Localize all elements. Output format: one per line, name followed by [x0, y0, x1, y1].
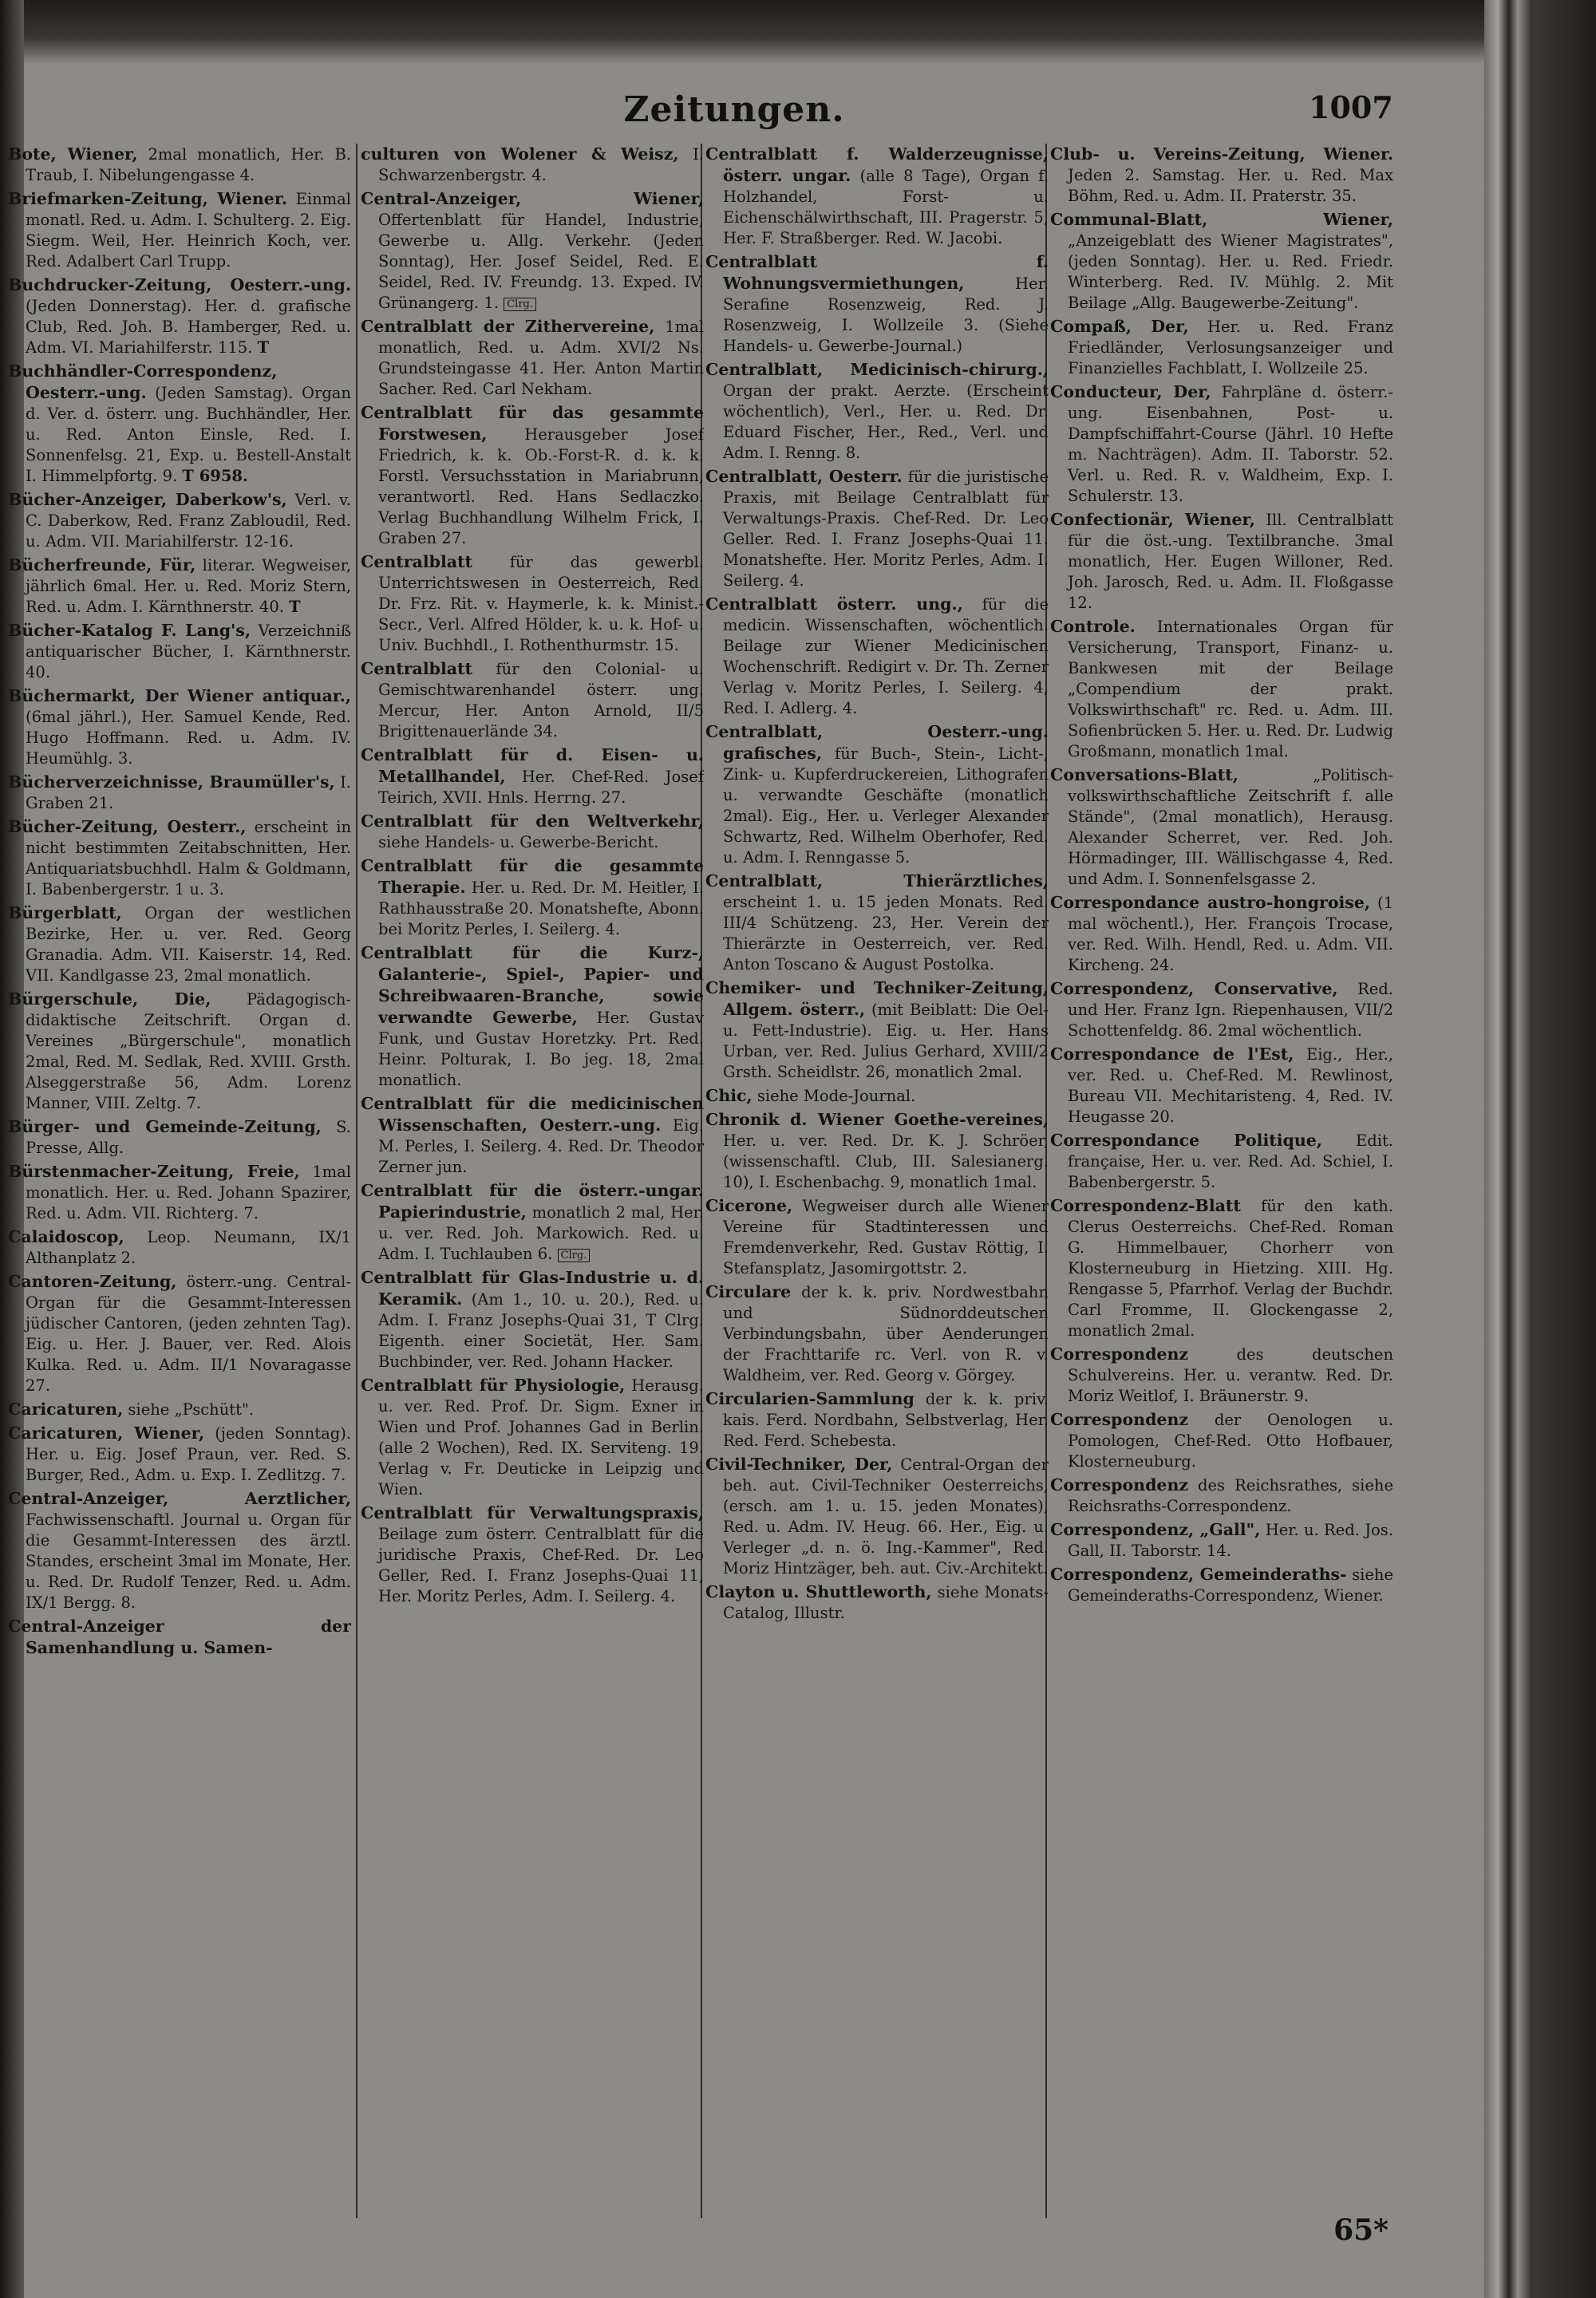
telephone-mark: T 6958. [182, 467, 248, 485]
directory-entry [8, 1423, 351, 1486]
entry-headword: Buchdrucker-Zeitung, Oesterr.-ung. [8, 275, 351, 294]
entry-headword: Centralblatt für d. Eisen- u. Metallhandel, [361, 745, 704, 786]
entry-text: für die juristische Praxis, mit Beilage Centralblatt für Verwaltungs-Praxis. Chef-Red. Dr. Leo Geller. Red. I. Franz Josephs-Quai 11. Monatshefte. Her. Moritz Perles, Adm. I. Seilerg. 4. [723, 468, 1049, 590]
entry-text: Her. Chef-Red. Josef Teirich, XVII. Hnls. Herrng. 27. [378, 768, 704, 807]
entry-text: der k. k. priv. Nordwestbahn und Südnorddeutschen Verbindungsbahn, über Aenderungen der Frachttarife rc. Verl. von R. v. Waldheim, ver. Red. Georg v. Görgey. [723, 1283, 1049, 1384]
entry-headword: Centralblatt, Thierärztliches, [705, 871, 1049, 890]
directory-entry [8, 620, 351, 683]
entry-headword: Centralblatt für die medicinischen Wissenschaften, Oesterr.-ung. [361, 1094, 704, 1135]
directory-entry [8, 816, 351, 900]
directory-entry [8, 1488, 351, 1613]
entry-headword: Bürstenmacher-Zeitung, Freie, [8, 1162, 300, 1181]
directory-entry [705, 1454, 1049, 1579]
entry-text: siehe Mode-Journal. [757, 1087, 916, 1105]
telephone-mark: T [257, 338, 270, 357]
entry-text: Organ der westlichen Bezirke, Her. u. ver. Red. Georg Granadia. Adm. VII. Kaiserstr. 14, Red. VII. Kandlgasse 23, 2mal monatlich. [26, 904, 351, 985]
scan-edge-right [1484, 0, 1596, 2298]
entry-headword: Bürger- und Gemeinde-Zeitung, [8, 1117, 322, 1136]
directory-entry [705, 871, 1049, 975]
telephone-mark: T [289, 598, 301, 616]
entry-headword: Chic, [705, 1086, 753, 1105]
entry-text: I. Schwarzenbergstr. 4. [378, 145, 704, 184]
entry-text: für den kath. Clerus Oesterreichs. Chef-Red. Roman G. Himmelbauer, Chorherr von Klosterneuburg in Hietzing. XIII. Hg. Rengasse 5, Pfarrhof. Verlag der Buchdr. Carl Fromme, II. Glockengasse 2, monatlich 2mal. [1068, 1197, 1393, 1340]
directory-entry [361, 1267, 704, 1372]
entry-headword: Circularien-Sammlung [705, 1389, 915, 1408]
directory-entry [361, 1093, 704, 1178]
entry-text: Herausgeber Josef Friedrich, k. k. Ob.-Forst-R. d. k. k. Forstl. Versuchsstation in Mariabrunn, verantwortl. Red. Hans Sedlaczko. Verlag Buchhandlung Wilhelm Frick, I. Graben 27. [378, 425, 704, 547]
directory-entry [705, 144, 1049, 249]
entry-headword: Centralblatt, Medicinisch-chirurg., [705, 360, 1049, 379]
entry-text: Pädagogisch-didaktische Zeitschrift. Organ d. Vereines „Bürgerschule", monatlich 2mal, Red. M. Sedlak, Red. XVIII. Grsth. Alseggerstraße 56, Adm. Lorenz Manner, VIII. Zeltg. 7. [26, 990, 351, 1112]
directory-entry [8, 902, 351, 986]
entry-headword: Correspondenz [1050, 1410, 1189, 1429]
directory-entry [1050, 1519, 1393, 1562]
column-1 [8, 144, 351, 2210]
directory-entry [8, 489, 351, 552]
entry-text: Red. und Her. Franz Ign. Riepenhausen, VII/2 Schottenfeldg. 86. 2mal wöchentlich. [1068, 980, 1393, 1040]
entry-text: des deutschen Schulvereins. Her. u. verantw. Red. Dr. Moriz Weitlof, I. Bräunerstr. 9. [1068, 1345, 1393, 1405]
entry-text: Her. Serafine Rosenzweig, Red. J. Rosenzweig, I. Wollzeile 3. (Siehe Handels- u. Gewerbe-Journal.) [723, 274, 1049, 355]
directory-entry [361, 188, 704, 314]
entry-headword: culturen von Wolener & Weisz, [361, 144, 679, 164]
directory-entry [8, 772, 351, 814]
entry-headword: Confectionär, Wiener, [1050, 510, 1255, 529]
entry-headword: Communal-Blatt, Wiener, [1050, 210, 1393, 229]
entry-text: Internationales Organ für Versicherung, Transport, Finanz- u. Bankwesen mit der Beilage „Compendium der prakt. Volkswirthschaft" rc. Red. u. Adm. III. Sofienbrücken 5. Her. u. Red. Dr. Ludwig Großmann, monatlich 1mal. [1068, 618, 1393, 760]
directory-entry [705, 1085, 1049, 1107]
directory-entry [1050, 1044, 1393, 1127]
directory-entry [361, 811, 704, 853]
directory-entry [705, 466, 1049, 591]
entry-text: für das gewerbl. Unterrichtswesen in Oesterreich, Red. Dr. Frz. Rit. v. Haymerle, k. k. Minist.-Secr., Verl. Alfred Hölder, k. u. k. Hof- u. Univ. Buchhdl., I. Rothenthurmstr. 15. [378, 553, 704, 654]
entry-text: (mit Beiblatt: Die Oel- u. Fett-Industrie). Eig. u. Her. Hans Urban, ver. Red. Julius Gerhard, XVIII/2 Grsth. Scheidlstr. 26, monatlich 2mal. [723, 1001, 1049, 1081]
entry-text: siehe „Pschütt". [128, 1400, 255, 1419]
entry-headword: Correspondenz [1050, 1344, 1189, 1364]
entry-text: (alle 8 Tage), Organ f. Holzhandel, Forst- u. Eichenschälwirthschaft, III. Pragerstr. 5, Her. F. Straßberger. Red. W. Jacobi. [723, 167, 1049, 247]
entry-text: Einmal monatl. Red. u. Adm. I. Schulterg. 2. Eig. Siegm. Weil, Her. Heinrich Koch, ver. Red. Adalbert Carl Trupp. [26, 190, 351, 270]
entry-headword: Bücher-Zeitung, Oesterr., [8, 817, 247, 836]
entry-headword: Centralblatt für Verwaltungspraxis, [361, 1503, 704, 1522]
entry-text: Eig. M. Perles, I. Seilerg. 4. Red. Dr. Theodor Zerner jun. [378, 1116, 704, 1176]
entry-headword: Correspondance Politique, [1050, 1131, 1322, 1150]
page-number: 1007 [1309, 89, 1393, 125]
entry-headword: Circulare [705, 1282, 792, 1301]
entry-text: Fachwissenschaftl. Journal u. Organ für die Gesammt-Interessen des ärztl. Standes, erscheint 3mal im Monate, Her. u. Red. Dr. Rudolf Tenzer, Red. u. Adm. IX/1 Bergg. 8. [26, 1510, 351, 1612]
entry-text: Organ der prakt. Aerzte. (Erscheint wöchentlich), Verl., Her. u. Red. Dr. Eduard Fischer, Her., Red., Verl. und Adm. I. Renng. 8. [723, 381, 1049, 462]
entry-text: (jeden Sonntag). Her. u. Eig. Josef Praun, ver. Red. S. Burger, Red., Adm. u. Exp. I. Zedlitzg. 7. [26, 1424, 351, 1484]
entry-text: Fahrpläne d. österr.-ung. Eisenbahnen, Post- u. Dampfschiffahrt-Course (Jährl. 10 Hefte m. Nachträgen). Adm. II. Taborstr. 52. Verl. u. Red. R. v. Waldheim, Exp. I. Schulerstr. 13. [1068, 383, 1393, 505]
entry-text: österr.-ung. Central-Organ für die Gesammt-Interessen jüdischer Cantoren, (jeden zehnten Tag). Eig. u. Her. J. Bauer, ver. Red. Alois Kulka. Red. u. Adm. II/1 Novaragasse 27. [26, 1273, 351, 1395]
entry-text: monatlich 2 mal, Her. u. ver. Red. Joh. Markowich. Red. u. Adm. I. Tuchlauben 6. [378, 1203, 704, 1263]
entry-headword: Büchermarkt, Der Wiener antiquar., [8, 686, 351, 705]
directory-entry [8, 1399, 351, 1420]
entry-text: S. Presse, Allg. [26, 1118, 351, 1157]
entry-headword: Centralblatt [361, 659, 472, 678]
entry-text: erscheint 1. u. 15 jeden Monats. Red. III/4 Schützeng. 23, Her. Verein der Thierärzte in Oesterreich, ver. Red. Anton Toscano & August Postolka. [723, 893, 1049, 973]
directory-entry [705, 1195, 1049, 1279]
entry-text: Her. u. Red. Jos. Gall, II. Taborstr. 14. [1068, 1521, 1393, 1560]
entry-headword: Centralblatt, Oesterr.-ung. grafisches, [705, 722, 1049, 763]
entry-headword: Civil-Techniker, Der, [705, 1455, 893, 1474]
directory-entry [1050, 381, 1393, 507]
directory-entry [1050, 144, 1393, 207]
entry-text: Her. u. ver. Red. Dr. K. J. Schröer, (wissenschaftl. Club, III. Salesianerg. 10), I. Eschenbachg. 9, monatlich 1mal. [723, 1131, 1049, 1191]
entry-headword: Bürgerschule, Die, [8, 989, 211, 1009]
entry-headword: Bücherfreunde, Für, [8, 555, 196, 574]
clearing-stamp: Clrg. [558, 1249, 591, 1262]
entry-headword: Bürgerblatt, [8, 903, 122, 922]
entry-text: 1mal monatlich, Red. u. Adm. XVI/2 Ns. Grundsteingasse 41. Her. Anton Martin Sacher. Red. Carl Nekham. [378, 318, 704, 398]
entry-headword: Briefmarken-Zeitung, Wiener. [8, 189, 287, 208]
entry-text: für den Colonial- u. Gemischtwarenhandel österr. ung. Mercur, Her. Anton Arnold, II/5 Brigittenauerlände 34. [378, 660, 704, 740]
directory-entry [361, 144, 704, 186]
column-3 [705, 144, 1049, 2210]
entry-headword: Centralblatt der Zithervereine, [361, 317, 655, 336]
entry-text: siehe Handels- u. Gewerbe-Bericht. [378, 833, 659, 851]
directory-entry [361, 402, 704, 549]
entry-headword: Central-Anzeiger, Aerztlicher, [8, 1489, 351, 1508]
entry-headword: Conversations-Blatt, [1050, 765, 1238, 784]
entry-text: Herausg. u. ver. Red. Prof. Dr. Sigm. Exner in Wien und Prof. Johannes Gad in Berlin. (alle 2 Wochen), Red. IX. Serviteng. 19. Verlag v. Fr. Deuticke in Leipzig und Wien. [378, 1376, 704, 1498]
entry-text: „Politisch-volkswirthschaftliche Zeitschrift f. alle Stände", (2mal monatlich), Herausg. Alexander Scherret, ver. Red. Joh. Hörmadinger, III. Wällischgasse 4, Red. und Adm. I. Sonnenfelsgasse 2. [1068, 766, 1393, 888]
directory-entry [1050, 1344, 1393, 1407]
directory-entry [8, 1616, 351, 1659]
directory-entry [8, 361, 351, 487]
directory-entry [8, 685, 351, 769]
entry-headword: Clayton u. Shuttleworth, [705, 1582, 932, 1601]
directory-entry [705, 977, 1049, 1083]
entry-text: Verzeichniß antiquarischer Bücher, I. Kärnthnerstr. 40. [26, 622, 351, 681]
entry-headword: Chemiker- und Techniker-Zeitung, Allgem. österr., [705, 978, 1049, 1019]
directory-entry [1050, 764, 1393, 890]
entry-headword: Centralblatt f. Wohnungsvermiethungen, [705, 252, 1049, 293]
entry-headword: Centralblatt [361, 552, 472, 571]
entry-text: I. Graben 21. [26, 773, 351, 812]
directory-entry [361, 658, 704, 742]
entry-text: Her. u. Red. Franz Friedländer, Verlosungsanzeiger und Finanzielles Fachblatt, I. Wollzeile 25. [1068, 318, 1393, 377]
entry-headword: Caricaturen, Wiener, [8, 1423, 205, 1443]
entry-text: literar. Wegweiser, jährlich 6mal. Her. u. Red. Moriz Stern, Red. u. Adm. I. Kärnthnerstr. 40. [26, 556, 351, 616]
directory-entry [1050, 1195, 1393, 1341]
entry-text: für die medicin. Wissenschaften, wöchentlich. Beilage zur Wiener Medicinischen Wochenschrift. Redigirt v. Dr. Th. Zerner Verlag v. Moritz Perles, I. Seilerg. 4, Red. I. Adlerg. 4. [723, 595, 1049, 717]
entry-headword: Centralblatt für das gesammte Forstwesen, [361, 403, 704, 444]
column-4 [1050, 144, 1393, 2210]
directory-entry [361, 316, 704, 400]
entry-headword: Centralblatt für Glas-Industrie u. d. Keramik. [361, 1268, 704, 1309]
directory-entry [8, 555, 351, 618]
entry-headword: Correspondenz-Blatt [1050, 1196, 1241, 1215]
entry-headword: Bücher-Katalog F. Lang's, [8, 621, 251, 640]
directory-entry [8, 274, 351, 358]
entry-text: Leop. Neumann, IX/1 Althanplatz 2. [26, 1228, 351, 1267]
directory-entry [8, 1226, 351, 1269]
directory-entry [8, 1271, 351, 1396]
entry-headword: Centralblatt f. Walderzeugnisse, österr. ungar. [705, 144, 1049, 185]
directory-entry [361, 744, 704, 808]
entry-headword: Correspondenz [1050, 1475, 1189, 1494]
directory-entry [1050, 616, 1393, 762]
entry-headword: Centralblatt für den Weltverkehr, [361, 811, 704, 831]
entry-headword: Bücherverzeichnisse, Braumüller's, [8, 772, 335, 792]
entry-text: siehe Gemeinderaths-Correspondenz, Wiener. [1068, 1566, 1393, 1605]
entry-headword: Central-Anzeiger, Wiener, [361, 189, 704, 208]
entry-text: Her. Gustav Funk, und Gustav Horetzky. Prt. Red. Heinr. Polturak, I. Bo jeg. 18, 2mal monatlich. [378, 1009, 704, 1089]
entry-text: Offertenblatt für Handel, Industrie, Gewerbe u. Allg. Verkehr. (Jeden Sonntag), Her. Josef Seidel, Red. E. Seidel, Red. IV. Freundg. 13. Exped. IV. Grünangerg. 1. [378, 211, 704, 312]
entry-text: (Jeden Samstag). Organ d. Ver. d. österr. ung. Buchhändler, Her. u. Red. Anton Einsle, Red. I. Sonnenfelsg. 21, Exp. u. Bestell-Anstalt I. Himmelpfortg. 9. [26, 384, 351, 485]
entry-headword: Bücher-Anzeiger, Daberkow's, [8, 490, 287, 509]
entry-text: der Oenologen u. Pomologen, Chef-Red. Otto Hofbauer, Klosterneuburg. [1068, 1411, 1393, 1471]
entry-headword: Chronik d. Wiener Goethe-vereines, [705, 1110, 1049, 1129]
directory-entry [361, 551, 704, 656]
entry-text: „Anzeigeblatt des Wiener Magistrates", (jeden Sonntag). Her. u. Red. Friedr. Winterberg. Red. IV. Mühlg. 2. Mit Beilage „Allg. Baugewerbe-Zeitung". [1068, 231, 1393, 312]
directory-entry [1050, 209, 1393, 314]
entry-text: der k. k. priv. kais. Ferd. Nordbahn, Selbstverlag, Her. Red. Ferd. Schebesta. [723, 1390, 1049, 1450]
entry-text: (Jeden Donnerstag). Her. d. grafische Club, Red. Joh. B. Hamberger, Red. u. Adm. VI. Mariahilferstr. 115. [26, 297, 351, 357]
entry-headword: Cicerone, [705, 1196, 793, 1215]
entry-headword: Buchhändler-Correspondenz, Oesterr.-ung. [8, 361, 278, 402]
entry-text: Jeden 2. Samstag. Her. u. Red. Max Böhm, Red. u. Adm. II. Praterstr. 35. [1068, 166, 1393, 205]
entry-text: (6mal jährl.), Her. Samuel Kende, Red. Hugo Hoffmann. Red. u. Adm. IV. Heumühlg. 3. [26, 708, 351, 768]
directory-entry [1050, 316, 1393, 379]
directory-entry [1050, 509, 1393, 614]
entry-headword: Centralblatt für die österr.-ungar. Papierindustrie, [361, 1181, 704, 1222]
directory-entry [8, 188, 351, 272]
entry-headword: Cantoren-Zeitung, [8, 1272, 177, 1291]
directory-entry [1050, 1409, 1393, 1472]
page-title: Zeitungen. [623, 89, 845, 130]
column-2 [361, 144, 704, 2210]
directory-entry [8, 989, 351, 1114]
directory-entry [8, 144, 351, 186]
directory-entry [705, 1109, 1049, 1193]
scan-edge-top [0, 0, 1596, 64]
entry-text: (Am 1., 10. u. 20.), Red. u. Adm. I. Franz Josephs-Quai 31, T Clrg. Eigenth. einer Societät, Her. Sam. Buchbinder, ver. Red. Johann Hacker. [378, 1290, 704, 1371]
directory-entry [361, 1180, 704, 1265]
entry-headword: Central-Anzeiger der Samenhandlung u. Samen- [8, 1617, 351, 1657]
entry-text: erscheint in nicht bestimmten Zeitabschnitten, Her. Antiquariatsbuchhdl. Halm & Goldmann, I. Babenbergerstr. 1 u. 3. [26, 818, 351, 898]
entry-headword: Centralblatt für die Kurz-, Galanterie-, Spiel-, Papier- und Schreibwaaren-Branche, sowie verwandte Gewerbe, [361, 943, 704, 1027]
entry-text: Edit. française, Her. u. ver. Red. Ad. Schiel, I. Babenbergerstr. 5. [1068, 1131, 1393, 1191]
clearing-stamp: Clrg. [504, 298, 536, 311]
directory-entry [1050, 892, 1393, 976]
entry-headword: Correspondenz, Conservative, [1050, 979, 1338, 998]
entry-text: des Reichsrathes, siehe Reichsraths-Correspondenz. [1068, 1476, 1393, 1515]
entry-headword: Club- u. Vereins-Zeitung, Wiener. [1050, 144, 1393, 164]
directory-entry [705, 721, 1049, 868]
entry-text: Beilage zum österr. Centralblatt für die juridische Praxis, Chef-Red. Dr. Leo Geller, Red. I. Franz Josephs-Quai 11, Her. Moritz Perles, Adm. I. Seilerg. 4. [378, 1525, 704, 1605]
directory-entry [1050, 1130, 1393, 1193]
entry-text: Ill. Centralblatt für die öst.-ung. Textilbranche. 3mal monatlich, Her. Eugen Willoner, Red. Joh. Jarosch, Red. u. Adm. II. Floßgasse 12. [1068, 511, 1393, 612]
directory-entry [361, 1502, 704, 1607]
entry-headword: Bote, Wiener, [8, 144, 138, 164]
entry-headword: Correspondenz, „Gall", [1050, 1520, 1261, 1539]
entry-text: 1mal monatlich. Her. u. Red. Johann Spazirer, Red. u. Adm. VII. Richterg. 7. [26, 1163, 351, 1222]
entry-headword: Compaß, Der, [1050, 317, 1189, 336]
entry-text: Her. u. Red. Dr. M. Heitler, I. Rathhausstraße 20. Monatshefte, Abonn. bei Moritz Perles, I. Seilerg. 4. [378, 879, 704, 938]
entry-text: für Buch-, Stein-, Licht-, Zink- u. Kupferdruckereien, Lithografen u. verwandte Geschäfte (monatlich 2mal). Eig., Her. u. Verleger Alexander Schwartz, Red. Wilhelm Oberhofer, Red. u. Adm. I. Renngasse 5. [723, 744, 1049, 867]
directory-entry [8, 1161, 351, 1224]
entry-text: Wegweiser durch alle Wiener Vereine für Stadtinteressen und Fremdenverkehr, Red. Gustav Röttig, I. Stefansplatz, Jasomirgottstr. 2. [723, 1197, 1049, 1277]
directory-entry [361, 942, 704, 1091]
entry-headword: Correspondance de l'Est, [1050, 1044, 1294, 1064]
directory-entry [705, 1581, 1049, 1624]
entry-headword: Correspondance austro-hongroise, [1050, 893, 1371, 912]
directory-entry [705, 1281, 1049, 1386]
column-divider [356, 144, 358, 2218]
directory-entry [705, 359, 1049, 464]
entry-headword: Conducteur, Der, [1050, 382, 1211, 401]
entry-text: Eig., Her., ver. Red. u. Chef-Red. M. Rewlinost, Bureau VII. Mechitaristeng. 4, Red. IV. Heugasse 20. [1068, 1045, 1393, 1126]
directory-entry [1050, 1564, 1393, 1606]
directory-entry [361, 1375, 704, 1500]
directory-entry [8, 1116, 351, 1159]
entry-text: 2mal monatlich, Her. B. Traub, I. Nibelungengasse 4. [26, 145, 351, 184]
entry-headword: Centralblatt für die gesammte Therapie. [361, 856, 704, 897]
entry-headword: Centralblatt österr. ung., [705, 594, 963, 614]
entry-text: (1 mal wöchentl.), Her. François Trocase, ver. Red. Wilh. Hendl, Red. u. Adm. VII. Kircheng. 24. [1068, 894, 1393, 974]
entry-headword: Correspondenz, Gemeinderaths- [1050, 1565, 1347, 1584]
entry-text: Central-Organ der beh. aut. Civil-Techniker Oesterreichs, (ersch. am 1. u. 15. jeden Monates), Red. u. Adm. IV. Heug. 66. Her., Eig. u. Verleger „d. n. ö. Ing.-Kammer", Red. Moriz Hintzäger, beh. aut. Civ.-Architekt. [723, 1455, 1049, 1577]
entry-headword: Controle. [1050, 617, 1136, 636]
directory-entry [1050, 1475, 1393, 1517]
entry-headword: Centralblatt für Physiologie, [361, 1376, 626, 1395]
directory-entry [361, 855, 704, 940]
directory-entry [705, 1388, 1049, 1451]
entry-text: Verl. v. C. Daberkow, Red. Franz Zabloudil, Red. u. Adm. VII. Mariahilferstr. 12-16. [26, 491, 351, 551]
directory-entry [705, 594, 1049, 719]
signature-mark: 65* [1333, 2213, 1389, 2247]
directory-entry [1050, 978, 1393, 1041]
entry-headword: Caricaturen, [8, 1400, 124, 1419]
entry-text: siehe Monats-Catalog, Illustr. [723, 1583, 1049, 1622]
entry-headword: Calaidoscop, [8, 1227, 124, 1246]
entry-headword: Centralblatt, Oesterr. [705, 467, 903, 486]
directory-entry [705, 251, 1049, 357]
